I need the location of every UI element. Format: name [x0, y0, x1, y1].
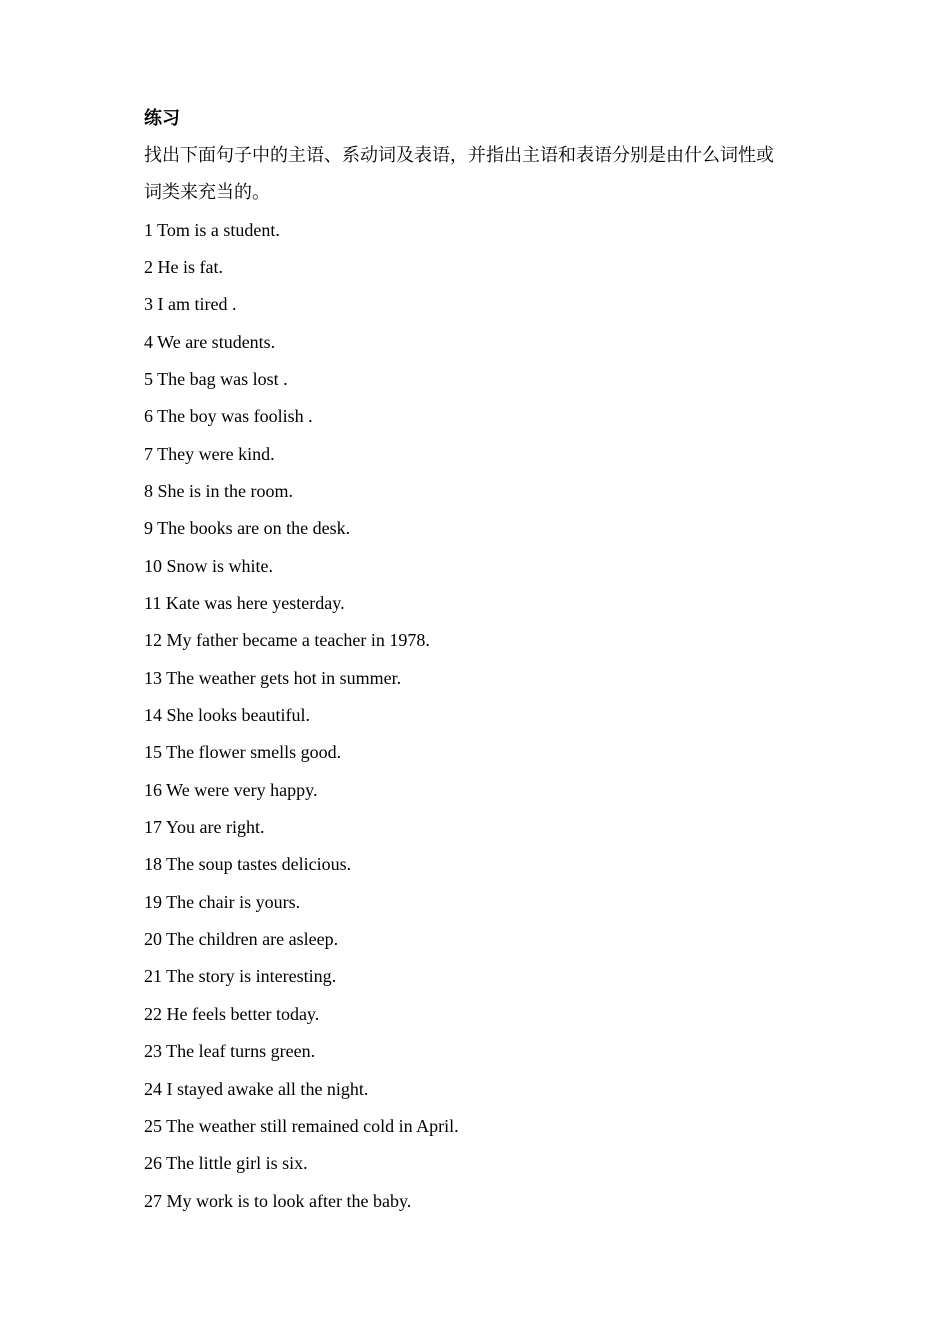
sentence-item: 20 The children are asleep. [144, 929, 339, 950]
sentence-item: 4 We are students. [144, 331, 276, 352]
sentence-item: 2 He is fat. [144, 256, 223, 277]
sentence-item: 10 Snow is white. [144, 555, 274, 576]
sentence-item: 18 The soup tastes delicious. [144, 854, 352, 875]
instruction-line-2: 词类来充当的。 [144, 182, 270, 203]
sentence-item: 13 The weather gets hot in summer. [144, 667, 402, 688]
sentence-item: 19 The chair is yours. [144, 891, 301, 912]
sentence-item: 21 The story is interesting. [144, 966, 337, 987]
sentence-item: 12 My father became a teacher in 1978. [144, 630, 430, 651]
sentence-item: 15 The flower smells good. [144, 742, 342, 763]
sentence-item: 27 My work is to look after the baby. [144, 1190, 412, 1211]
sentence-item: 22 He feels better today. [144, 1003, 320, 1024]
sentence-item: 9 The books are on the desk. [144, 518, 351, 539]
sentence-item: 5 The bag was lost . [144, 368, 288, 389]
instruction-line-1: 找出下面句子中的主语、系动词及表语，并指出主语和表语分别是由什么词性或 [144, 145, 774, 165]
sentence-item: 6 The boy was foolish . [144, 406, 313, 427]
sentence-item: 3 I am tired . [144, 294, 237, 315]
sentence-item: 14 She looks beautiful. [144, 705, 310, 726]
sentence-item: 7 They were kind. [144, 443, 275, 464]
sentence-item: 11 Kate was here yesterday. [144, 593, 345, 614]
sentence-item: 25 The weather still remained cold in April. [144, 1115, 459, 1136]
sentence-item: 17 You are right. [144, 817, 265, 838]
sentence-item: 16 We were very happy. [144, 779, 318, 800]
sentence-item: 8 She is in the room. [144, 481, 293, 501]
sentence-item: 24 I stayed awake all the night. [144, 1078, 369, 1099]
sentence-item: 1 Tom is a student. [144, 219, 280, 240]
exercise-title: 练习 [144, 108, 180, 128]
sentence-list [144, 212, 824, 1220]
sentence-item: 23 The leaf turns green. [144, 1041, 316, 1062]
sentence-item: 26 The little girl is six. [144, 1153, 308, 1174]
document-page [144, 100, 824, 1220]
